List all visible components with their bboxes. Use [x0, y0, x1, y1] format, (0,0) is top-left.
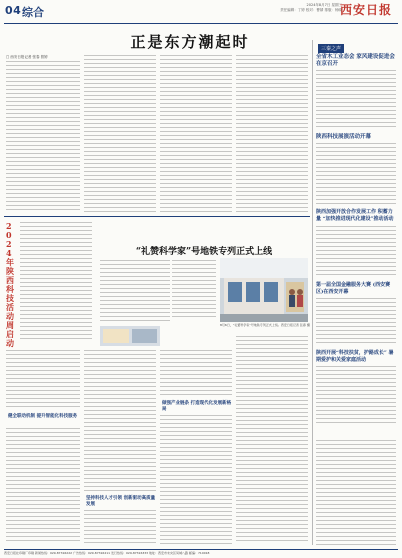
- section-name: 综合: [22, 6, 44, 19]
- lead-article-text: [160, 55, 232, 213]
- lead-article-text: [236, 55, 308, 213]
- editor-line: 责任编辑：丁婷 校对：曹婧 排版：杨晓: [280, 8, 342, 12]
- right-story3-title: 陕西加强开放合作发展工作 积蓄力量 “加快推进现代化建设”推动活动: [316, 209, 394, 222]
- lower-text: [6, 428, 80, 544]
- lower-text: [160, 350, 232, 398]
- feature-side-title: 2024年陕西科技活动周启动: [6, 221, 14, 348]
- lower-subhead2: 坚持科技人才引领 创新驱动高质量发展: [86, 496, 156, 507]
- lead-byline: □ 西安日报记者 张春 曾婷: [6, 55, 48, 59]
- feature-headline: “礼赞科学家”号地铁专列正式上线: [135, 247, 273, 257]
- lower-subhead3: 做强产业链条 打造现代化发展新格局: [162, 401, 232, 412]
- right-story4-text: [316, 298, 396, 346]
- right-story1-text: [316, 70, 396, 130]
- feature-text: [100, 260, 170, 322]
- masthead-rule: [4, 23, 398, 24]
- masthead-meta: [280, 3, 342, 13]
- newspaper-brand: 西安日报: [339, 3, 392, 17]
- right-bottom-text: [316, 440, 396, 546]
- photo-caption: 8月6日，“礼赞科学家”号地铁专列正式上线。西安日报记者 张春 摄: [220, 323, 310, 327]
- page-footer: 西安日报社印刷厂印刷 新闻热线：029-87316222 广告热线：029-87316211 发行热线：029-87316333 地址：西安市未央区凤城八路 邮编：710018: [4, 549, 398, 555]
- right-story5-title: 陕西开展“科技扶贫，护路成长” 暑期爱护和关爱家庭活动: [316, 350, 394, 363]
- masthead: [0, 0, 402, 24]
- lead-article-text: [84, 55, 156, 213]
- date-line: 2024年8月7日 星期三: [306, 3, 342, 7]
- right-story4-title: 第一届全国金融服务大赛 (西安赛区)在西安开幕: [316, 282, 391, 295]
- lower-text: [236, 336, 308, 544]
- lead-headline: 正是东方潮起时: [130, 33, 250, 51]
- right-story1-title: 全省木工业态会 家风建设促进会在京召开: [316, 54, 395, 67]
- poster-image: [100, 326, 160, 346]
- lower-subhead1: 健全联动机制 提升智能化科技服务: [8, 414, 78, 419]
- feature-photo: [220, 258, 308, 322]
- right-column-tag: 三秦之声: [318, 44, 344, 53]
- lower-text: [160, 415, 232, 544]
- lower-text: [84, 510, 156, 544]
- page-number: 04: [5, 4, 22, 17]
- feature-photo-small: [100, 326, 160, 346]
- metro-train-image: [220, 258, 308, 322]
- feature-text: [172, 260, 216, 320]
- lead-article-text: [6, 61, 80, 213]
- feature-intro-text: [20, 222, 92, 340]
- section-divider: [4, 216, 310, 217]
- lower-text: [6, 350, 80, 410]
- column-divider: [312, 40, 313, 545]
- right-story2-title: 陕西科技展演活动开幕: [316, 134, 372, 140]
- lower-text: [84, 350, 156, 492]
- right-story2-text: [316, 143, 396, 205]
- right-story5-text: [316, 366, 396, 426]
- right-story3-text: [316, 226, 396, 278]
